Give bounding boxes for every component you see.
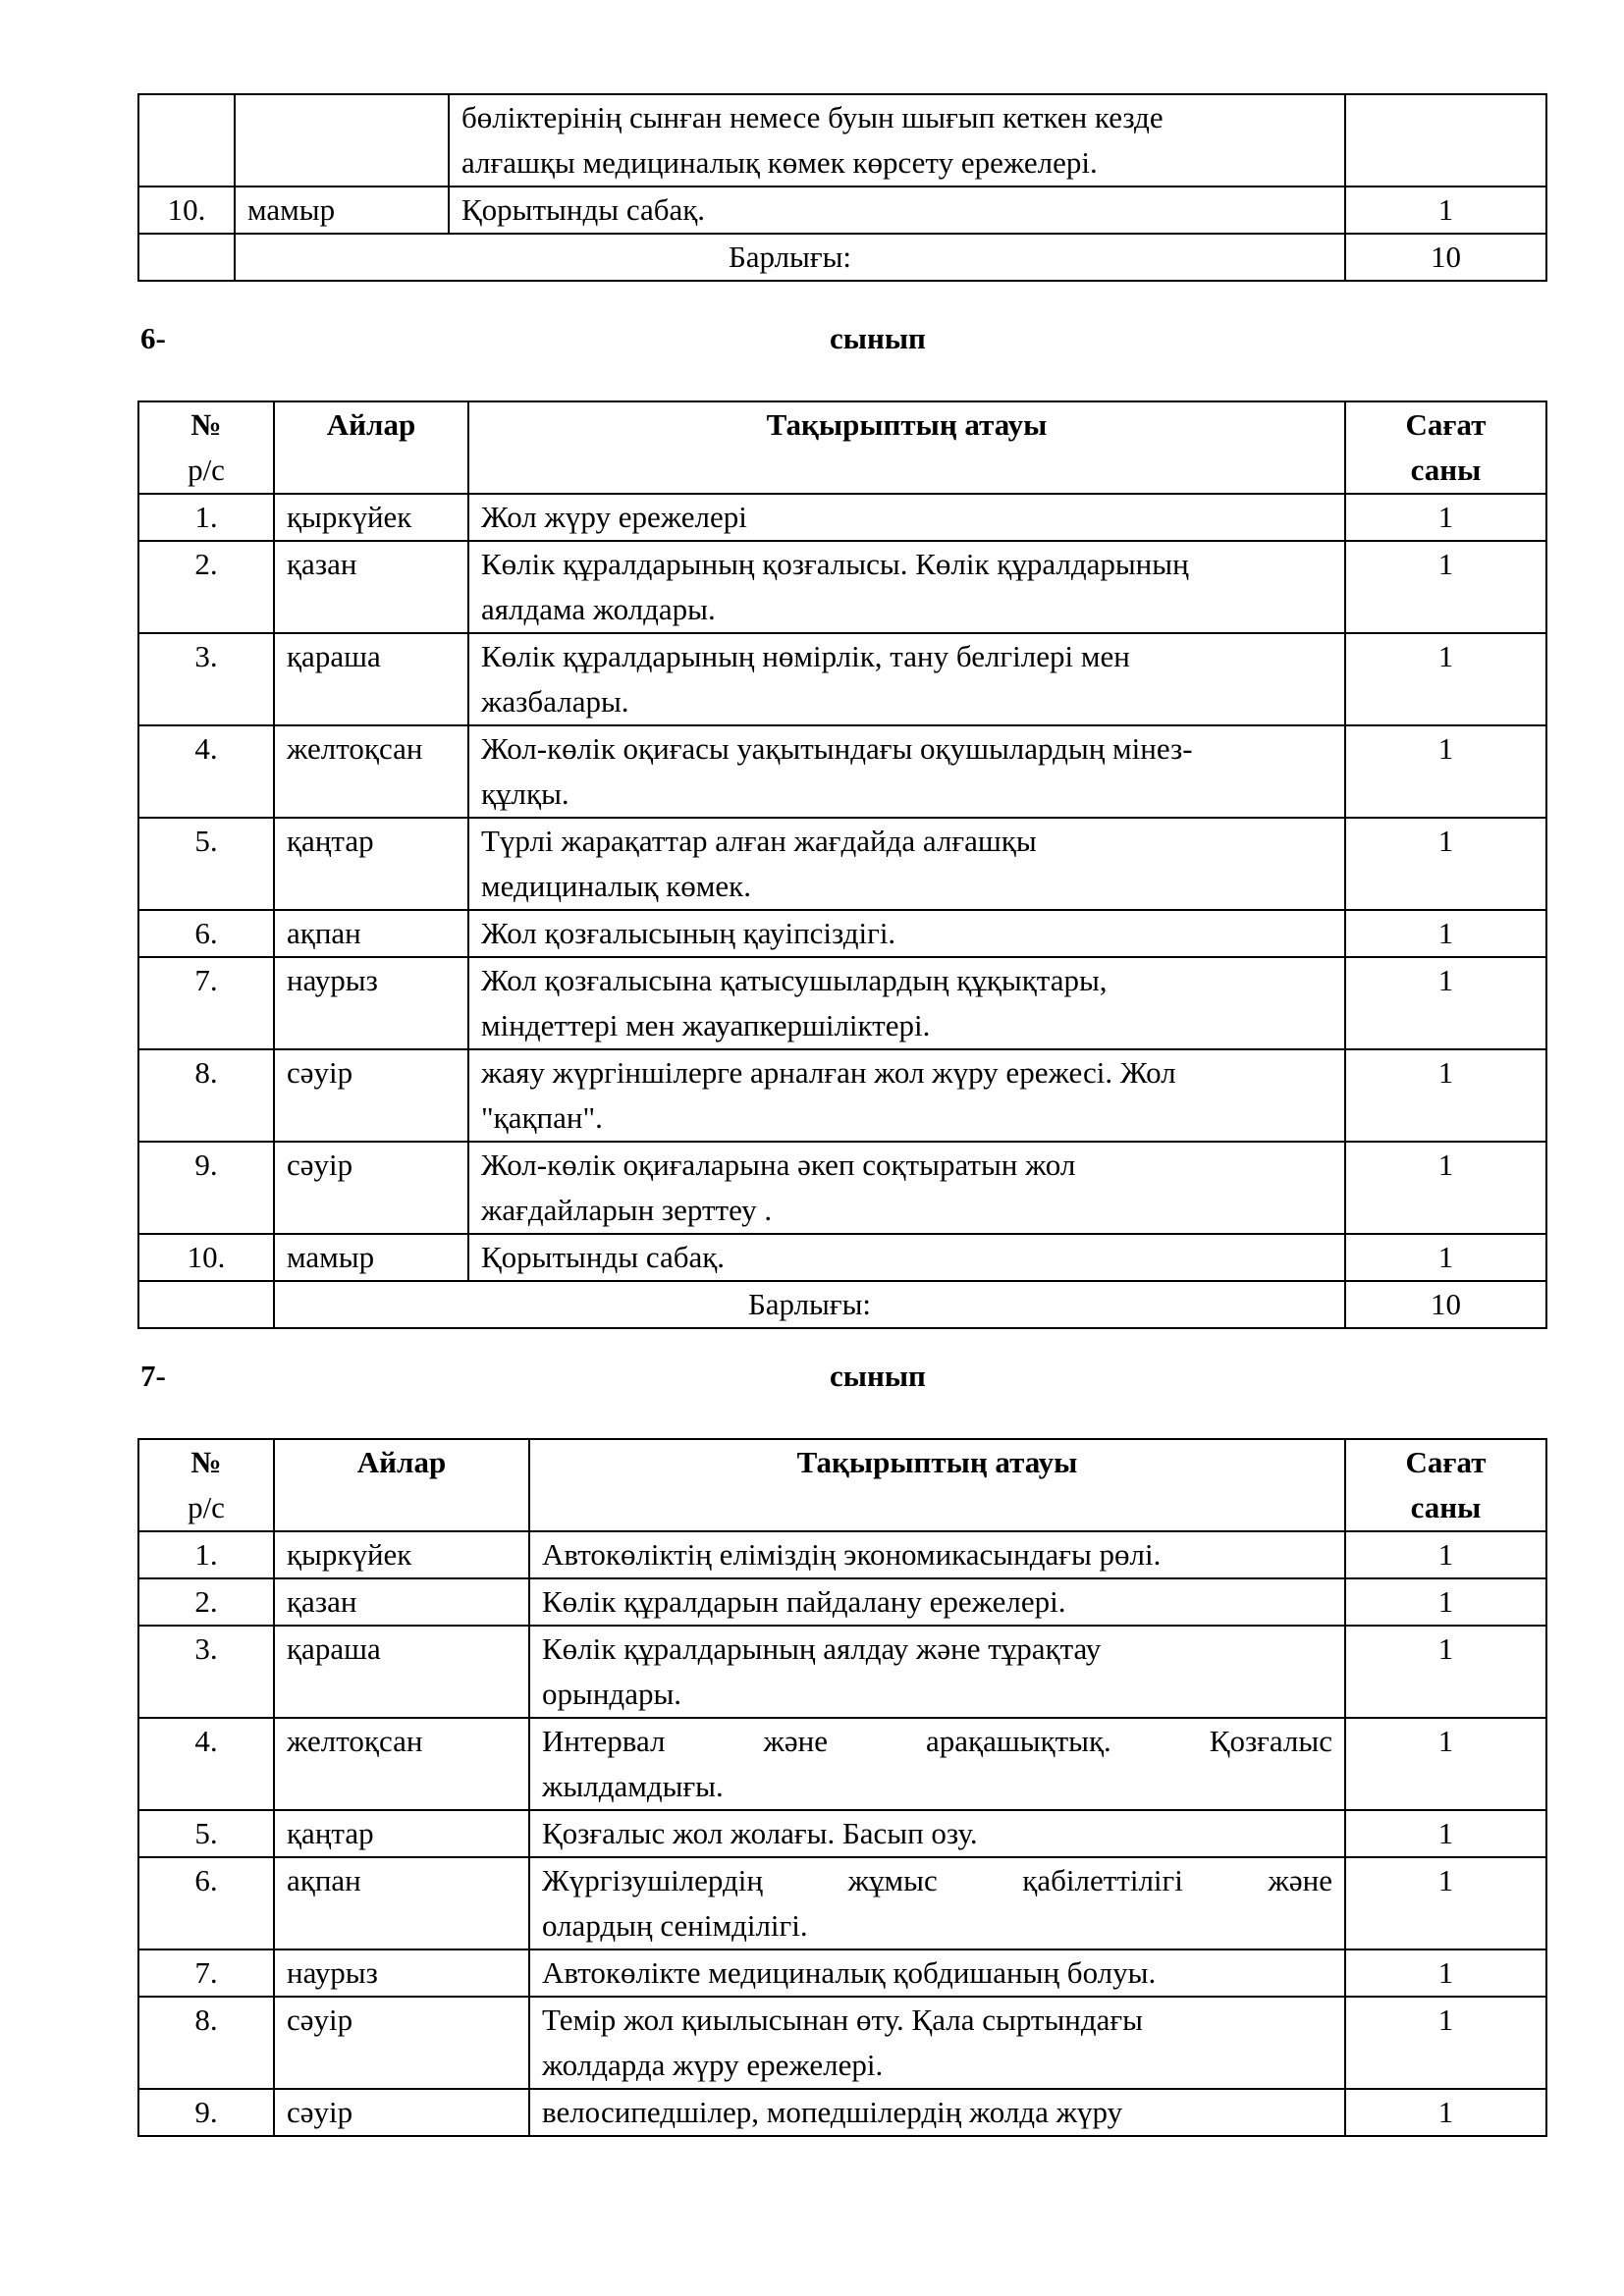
table-row xyxy=(138,1718,1546,1810)
table-row xyxy=(138,1234,1546,1281)
table-row xyxy=(138,1997,1546,2089)
header-topic: Тақырыптың атауы xyxy=(468,401,1345,494)
row-number xyxy=(138,94,235,187)
row-hours: 1 xyxy=(1345,1142,1546,1234)
row-number: 10. xyxy=(138,1234,274,1281)
row-topic: жаяу жүргіншілерге арналған жол жүру ережесі. Жол "қақпан". xyxy=(468,1049,1345,1142)
table-row xyxy=(138,1049,1546,1142)
row-number: 6. xyxy=(138,910,274,957)
row-month: сәуір xyxy=(274,1997,529,2089)
row-month: қаңтар xyxy=(274,818,468,910)
row-month: қазан xyxy=(274,1578,529,1626)
row-topic: Көлік құралдарының қозғалысы. Көлік құралдарының аялдама жолдары. xyxy=(468,541,1345,633)
row-month: қараша xyxy=(274,633,468,725)
row-topic: Жүргізушілердің жұмыс қабілеттілігі және олардың сенімділігі. xyxy=(529,1857,1345,1949)
row-hours: 1 xyxy=(1345,1997,1546,2089)
table-grade-6 xyxy=(137,400,1547,1329)
header-hours: Сағат саны xyxy=(1345,401,1546,494)
table-row xyxy=(138,94,1546,187)
row-hours: 1 xyxy=(1345,910,1546,957)
total-empty-cell xyxy=(138,1281,274,1328)
row-hours: 1 xyxy=(1345,1626,1546,1718)
row-month: желтоқсан xyxy=(274,725,468,818)
table-header-row xyxy=(138,401,1546,494)
row-topic: Көлік құралдарының аялдау және тұрақтау орындары. xyxy=(529,1626,1345,1718)
row-number: 3. xyxy=(138,633,274,725)
row-hours: 1 xyxy=(1345,633,1546,725)
total-row xyxy=(138,234,1546,281)
table-row xyxy=(138,1810,1546,1857)
table-row xyxy=(138,910,1546,957)
row-hours: 1 xyxy=(1345,1810,1546,1857)
row-topic: Көлік құралдарының нөмірлік, тану белгілері мен жазбалары. xyxy=(468,633,1345,725)
row-hours: 1 xyxy=(1345,725,1546,818)
row-month: наурыз xyxy=(274,957,468,1049)
total-hours: 10 xyxy=(1345,1281,1546,1328)
total-label: Барлығы: xyxy=(235,234,1345,281)
row-topic: Интервал және арақашықтық. Қозғалыс жылдамдығы. xyxy=(529,1718,1345,1810)
table-header-row xyxy=(138,1439,1546,1531)
row-month: сәуір xyxy=(274,1049,468,1142)
row-number: 8. xyxy=(138,1997,274,2089)
row-hours: 1 xyxy=(1345,1578,1546,1626)
row-topic: Қозғалыс жол жолағы. Басып озу. xyxy=(529,1810,1345,1857)
header-hours: Сағат саны xyxy=(1345,1439,1546,1531)
table-previous-grade xyxy=(137,93,1547,282)
row-number: 9. xyxy=(138,2089,274,2136)
row-topic: Автокөлікте медициналық қобдишаның болуы. xyxy=(529,1949,1345,1997)
row-topic: Жол қозғалысына қатысушылардың құқықтары, міндеттері мен жауапкершіліктері. xyxy=(468,957,1345,1049)
header-topic: Тақырыптың атауы xyxy=(529,1439,1345,1531)
row-month: қараша xyxy=(274,1626,529,1718)
row-month xyxy=(235,94,449,187)
table-row xyxy=(138,1531,1546,1578)
row-number: 7. xyxy=(138,957,274,1049)
row-topic: Жол жүру ережелері xyxy=(468,494,1345,541)
header-month: Айлар xyxy=(274,1439,529,1531)
row-number: 1. xyxy=(138,1531,274,1578)
row-number: 5. xyxy=(138,818,274,910)
row-topic: Жол-көлік оқиғаларына әкеп соқтыратын жол жағдайларын зерттеу . xyxy=(468,1142,1345,1234)
row-hours: 1 xyxy=(1345,1234,1546,1281)
table-row xyxy=(138,2089,1546,2136)
table-row xyxy=(138,494,1546,541)
table-row xyxy=(138,1142,1546,1234)
row-number: 9. xyxy=(138,1142,274,1234)
row-topic: Автокөліктің еліміздің экономикасындағы рөлі. xyxy=(529,1531,1345,1578)
header-month: Айлар xyxy=(274,401,468,494)
row-hours: 1 xyxy=(1345,818,1546,910)
table-row xyxy=(138,1949,1546,1997)
table-row xyxy=(138,818,1546,910)
row-topic: Темір жол қиылысынан өту. Қала сыртындағы жолдарда жүру ережелері. xyxy=(529,1997,1345,2089)
row-topic: Көлік құралдарын пайдалану ережелері. xyxy=(529,1578,1345,1626)
row-hours: 1 xyxy=(1345,1718,1546,1810)
section-6-title: сынып xyxy=(830,321,926,355)
row-number: 4. xyxy=(138,725,274,818)
row-topic: Жол қозғалысының қауіпсіздігі. xyxy=(468,910,1345,957)
row-month: сәуір xyxy=(274,2089,529,2136)
table-row xyxy=(138,957,1546,1049)
table-row xyxy=(138,1857,1546,1949)
row-hours: 1 xyxy=(1345,1531,1546,1578)
table-row xyxy=(138,1578,1546,1626)
row-topic: Қорытынды сабақ. xyxy=(468,1234,1345,1281)
row-topic: Түрлі жарақаттар алған жағдайда алғашқы медициналық көмек. xyxy=(468,818,1345,910)
table-row xyxy=(138,541,1546,633)
row-topic: велосипедшілер, мопедшілердің жолда жүру xyxy=(529,2089,1345,2136)
row-month: ақпан xyxy=(274,1857,529,1949)
row-month: мамыр xyxy=(274,1234,468,1281)
row-hours xyxy=(1345,94,1546,187)
row-month: мамыр xyxy=(235,187,449,234)
row-month: қазан xyxy=(274,541,468,633)
row-number: 8. xyxy=(138,1049,274,1142)
row-number: 6. xyxy=(138,1857,274,1949)
row-hours: 1 xyxy=(1345,1049,1546,1142)
header-number: № р/с xyxy=(138,1439,274,1531)
row-number: 10. xyxy=(138,187,235,234)
row-topic: Қорытынды сабақ. xyxy=(449,187,1345,234)
total-empty-cell xyxy=(138,234,235,281)
row-hours: 1 xyxy=(1345,1949,1546,1997)
section-7-number: 7- xyxy=(140,1359,166,1393)
row-hours: 1 xyxy=(1345,541,1546,633)
table-row xyxy=(138,187,1546,234)
total-row xyxy=(138,1281,1546,1328)
total-label: Барлығы: xyxy=(274,1281,1345,1328)
row-month: желтоқсан xyxy=(274,1718,529,1810)
row-month: ақпан xyxy=(274,910,468,957)
row-number: 2. xyxy=(138,541,274,633)
table-row xyxy=(138,633,1546,725)
row-number: 1. xyxy=(138,494,274,541)
row-topic: Жол-көлік оқиғасы уақытындағы оқушылардың мінез- құлқы. xyxy=(468,725,1345,818)
row-hours: 1 xyxy=(1345,494,1546,541)
row-number: 2. xyxy=(138,1578,274,1626)
row-number: 4. xyxy=(138,1718,274,1810)
row-hours: 1 xyxy=(1345,957,1546,1049)
header-number: № р/с xyxy=(138,401,274,494)
table-row xyxy=(138,725,1546,818)
row-hours: 1 xyxy=(1345,2089,1546,2136)
row-month: қыркүйек xyxy=(274,1531,529,1578)
section-7-title: сынып xyxy=(830,1359,926,1393)
row-topic: бөліктерінің сынған немесе буын шығып кеткен кезде алғашқы медициналық көмек көрсету ережелері. xyxy=(449,94,1345,187)
row-month: наурыз xyxy=(274,1949,529,1997)
row-number: 7. xyxy=(138,1949,274,1997)
row-month: сәуір xyxy=(274,1142,468,1234)
row-month: қаңтар xyxy=(274,1810,529,1857)
row-number: 5. xyxy=(138,1810,274,1857)
row-hours: 1 xyxy=(1345,1857,1546,1949)
row-hours: 1 xyxy=(1345,187,1546,234)
row-month: қыркүйек xyxy=(274,494,468,541)
total-hours: 10 xyxy=(1345,234,1546,281)
row-number: 3. xyxy=(138,1626,274,1718)
table-row xyxy=(138,1626,1546,1718)
table-grade-7 xyxy=(137,1438,1547,2137)
section-6-number: 6- xyxy=(140,321,166,355)
